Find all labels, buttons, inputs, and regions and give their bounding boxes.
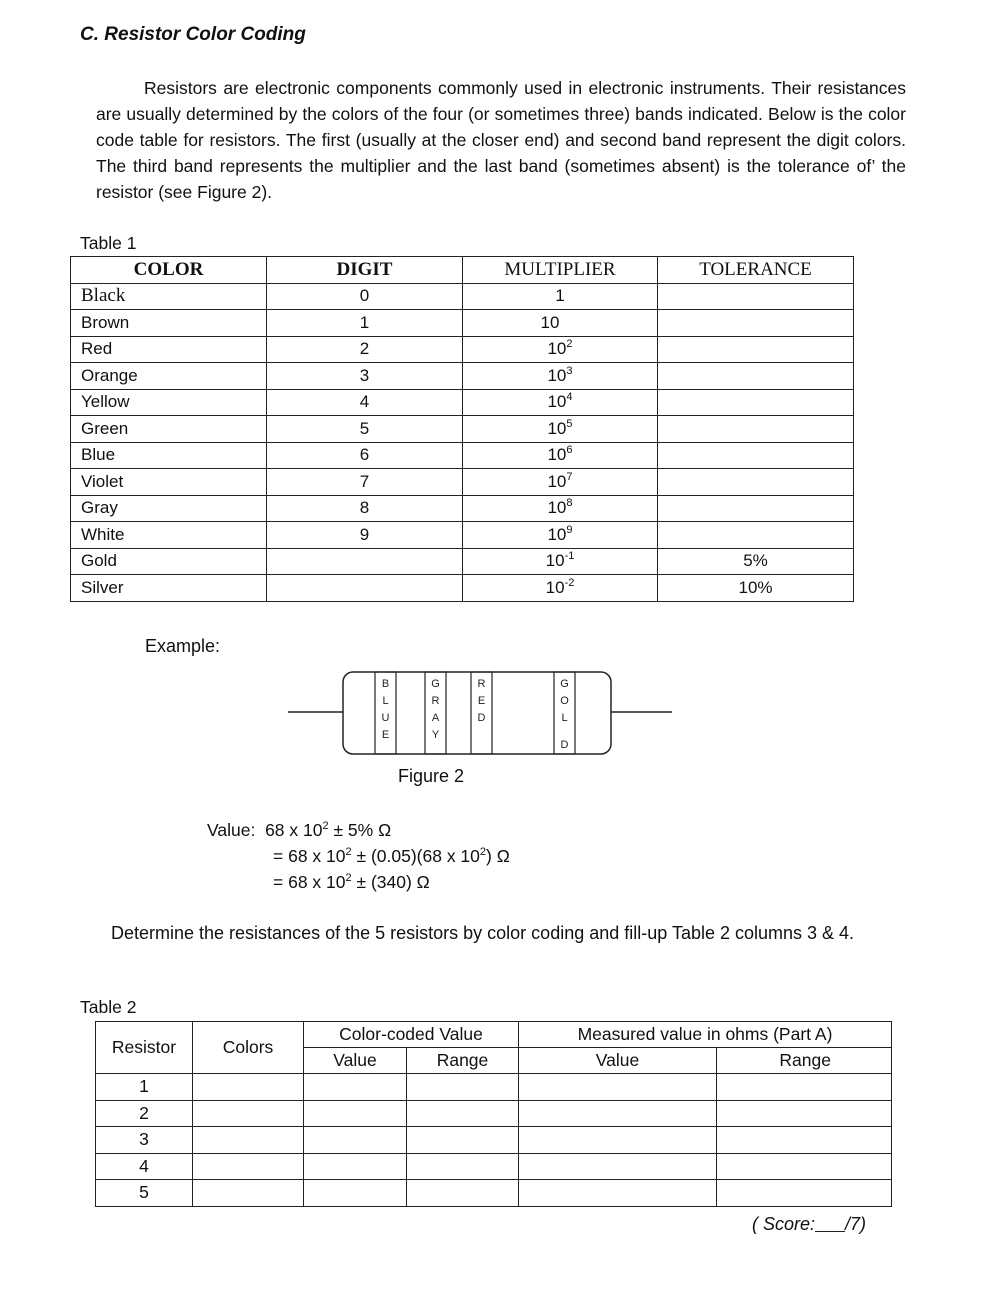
tolerance-value — [658, 363, 854, 390]
tolerance-value — [658, 336, 854, 363]
band-2-letter: G — [431, 678, 440, 690]
multiplier-exponent: -1 — [564, 550, 575, 563]
multiplier-value — [463, 336, 658, 363]
tolerance-value: 5% — [658, 548, 854, 575]
color-row — [71, 336, 854, 363]
color-coded-value-cell[interactable] — [304, 1074, 407, 1101]
example-label: Example: — [145, 636, 221, 656]
multiplier-base: 10 — [540, 312, 560, 332]
multiplier-exponent: -2 — [564, 576, 575, 589]
multiplier-base: 10 — [547, 339, 567, 359]
measured-range-cell[interactable] — [717, 1153, 892, 1180]
color-row — [71, 495, 854, 522]
resistor-number: 3 — [96, 1127, 193, 1154]
resistor-row — [96, 1074, 892, 1101]
tolerance-value — [658, 522, 854, 549]
multiplier-value — [463, 310, 658, 337]
multiplier-base: 10 — [547, 445, 567, 465]
value-line-2-end: ) Ω — [486, 846, 510, 866]
band-4-letter: D — [560, 739, 569, 751]
resistor-number: 4 — [96, 1153, 193, 1180]
digit-value: 4 — [267, 389, 463, 416]
exponent: 2 — [322, 820, 329, 832]
multiplier-value — [463, 416, 658, 443]
resistor-row — [96, 1127, 892, 1154]
digit-value: 5 — [267, 416, 463, 443]
intro-paragraph — [96, 75, 906, 205]
color-row — [71, 283, 854, 310]
band-4-letter: O — [560, 695, 569, 707]
multiplier-base: 10 — [545, 577, 565, 597]
digit-value: 6 — [267, 442, 463, 469]
color-name: Orange — [71, 363, 267, 390]
measured-value-cell[interactable] — [519, 1153, 717, 1180]
tolerance-value: 10% — [658, 575, 854, 602]
resistance-table — [95, 1021, 892, 1207]
multiplier-base: 10 — [547, 471, 567, 491]
color-name: Yellow — [71, 389, 267, 416]
multiplier-base: 10 — [547, 365, 567, 385]
resistor-number: 5 — [96, 1180, 193, 1207]
tolerance-value — [658, 416, 854, 443]
table1-caption: Table 1 — [80, 233, 137, 253]
digit-value — [267, 548, 463, 575]
colors-cell[interactable] — [193, 1074, 304, 1101]
exponent: 2 — [479, 846, 487, 858]
color-row — [71, 416, 854, 443]
band-3-letter: R — [477, 678, 486, 690]
colors-cell[interactable] — [193, 1100, 304, 1127]
header-resistor: Resistor — [96, 1022, 193, 1074]
measured-value-cell[interactable] — [519, 1100, 717, 1127]
header-tolerance: TOLERANCE — [658, 257, 854, 284]
value-line-1-text: 68 x 10 — [265, 820, 323, 840]
measured-range-cell[interactable] — [717, 1074, 892, 1101]
resistor-row — [96, 1180, 892, 1207]
table2-caption: Table 2 — [80, 997, 137, 1017]
multiplier-value — [463, 522, 658, 549]
multiplier-exponent: 4 — [566, 391, 573, 404]
exponent: 2 — [345, 846, 352, 858]
tolerance-value — [658, 310, 854, 337]
tolerance-value — [658, 442, 854, 469]
value-line-3-text: = 68 x 10 — [273, 872, 346, 892]
digit-value: 0 — [267, 283, 463, 310]
color-row — [71, 522, 854, 549]
color-row — [71, 469, 854, 496]
value-label: Value: — [207, 820, 256, 840]
header-measured-value: Measured value in ohms (Part A) — [519, 1022, 892, 1048]
color-name: Black — [71, 283, 267, 310]
band-1-letter: U — [381, 712, 390, 724]
measured-range-cell[interactable] — [717, 1100, 892, 1127]
color-code-table — [70, 256, 854, 602]
digit-value: 8 — [267, 495, 463, 522]
digit-value: 1 — [267, 310, 463, 337]
color-coded-range-cell[interactable] — [407, 1074, 519, 1101]
multiplier-base: 10 — [547, 498, 567, 518]
tolerance-value — [658, 469, 854, 496]
band-1-letter: B — [381, 678, 390, 690]
color-name: Gold — [71, 548, 267, 575]
multiplier-exponent: 7 — [566, 470, 573, 483]
resistor-diagram — [285, 668, 675, 764]
intro-text: Resistors are electronic components commonly used in electronic instruments. Their resistances are usually determined by the colors of the four (or sometimes three) bands indicated. Below is the color code table for resistors. The first (usually at the closer end) and second band represent the digit colors. The third band represents the multiplier and the last band (sometimes absent) is the tolerance of’ the resistor (see Figure 2). — [96, 78, 906, 202]
header-digit: DIGIT — [267, 257, 463, 284]
color-coded-range-cell[interactable] — [407, 1127, 519, 1154]
multiplier-value — [463, 548, 658, 575]
color-coded-range-cell[interactable] — [407, 1100, 519, 1127]
band-2-letter: Y — [431, 729, 440, 741]
color-name: Red — [71, 336, 267, 363]
header-color-coded-value: Color-coded Value — [304, 1022, 519, 1048]
score-blank[interactable] — [815, 1215, 845, 1232]
multiplier-exponent: 2 — [566, 338, 573, 351]
color-coded-value-cell[interactable] — [304, 1127, 407, 1154]
measured-range-cell[interactable] — [717, 1180, 892, 1207]
multiplier-base: 10 — [547, 418, 567, 438]
color-name: Silver — [71, 575, 267, 602]
value-line-2-text: = 68 x 10 — [273, 846, 346, 866]
color-name: Gray — [71, 495, 267, 522]
band-3-letter: E — [477, 695, 486, 707]
multiplier-value — [463, 363, 658, 390]
multiplier-base: 1 — [555, 286, 565, 306]
exponent: 2 — [345, 872, 352, 884]
color-name: White — [71, 522, 267, 549]
multiplier-base: 10 — [547, 392, 567, 412]
color-row — [71, 389, 854, 416]
color-coded-range-cell[interactable] — [407, 1180, 519, 1207]
measured-value-cell[interactable] — [519, 1127, 717, 1154]
value-line-1-tolerance: ± 5% Ω — [328, 820, 392, 840]
header-multiplier: MULTIPLIER — [463, 257, 658, 284]
color-name: Green — [71, 416, 267, 443]
multiplier-value — [463, 283, 658, 310]
multiplier-value — [463, 389, 658, 416]
band-3-letter: D — [477, 712, 486, 724]
digit-value: 3 — [267, 363, 463, 390]
digit-value: 7 — [267, 469, 463, 496]
subheader-range: Range — [407, 1048, 519, 1074]
measured-value-cell[interactable] — [519, 1180, 717, 1207]
multiplier-exponent: 9 — [566, 523, 573, 536]
multiplier-value — [463, 495, 658, 522]
color-name: Blue — [71, 442, 267, 469]
band-2-letter: R — [431, 695, 440, 707]
score — [752, 1214, 866, 1235]
band-4-letter: L — [561, 712, 568, 724]
band-1-letter: L — [382, 695, 389, 707]
multiplier-exponent: 8 — [566, 497, 573, 510]
digit-value — [267, 575, 463, 602]
measured-range-cell[interactable] — [717, 1127, 892, 1154]
multiplier-value — [463, 575, 658, 602]
band-1-letter: E — [381, 729, 390, 741]
multiplier-exponent: 3 — [566, 364, 573, 377]
color-coded-value-cell[interactable] — [304, 1180, 407, 1207]
subheader-value: Value — [519, 1048, 717, 1074]
multiplier-value — [463, 469, 658, 496]
value-calculation — [207, 817, 510, 895]
colors-cell[interactable] — [193, 1127, 304, 1154]
subheader-value: Value — [304, 1048, 407, 1074]
color-coded-value-cell[interactable] — [304, 1153, 407, 1180]
color-row — [71, 363, 854, 390]
color-name: Brown — [71, 310, 267, 337]
score-label: ( Score: — [752, 1214, 816, 1234]
digit-value: 9 — [267, 522, 463, 549]
colors-cell[interactable] — [193, 1153, 304, 1180]
multiplier-exponent: 5 — [566, 417, 573, 430]
color-name: Violet — [71, 469, 267, 496]
value-line-3-end: ± (340) Ω — [351, 872, 430, 892]
tolerance-value — [658, 389, 854, 416]
digit-value: 2 — [267, 336, 463, 363]
color-row — [71, 442, 854, 469]
band-2-letter: A — [431, 712, 440, 724]
resistor-row — [96, 1100, 892, 1127]
resistor-row — [96, 1153, 892, 1180]
multiplier-base: 10 — [547, 524, 567, 544]
multiplier-value — [463, 442, 658, 469]
color-row — [71, 575, 854, 602]
band-4-letter: G — [560, 678, 569, 690]
resistor-number: 1 — [96, 1074, 193, 1101]
multiplier-base: 10 — [545, 551, 565, 571]
colors-cell[interactable] — [193, 1180, 304, 1207]
color-row — [71, 548, 854, 575]
value-line-1 — [207, 817, 510, 843]
figure-caption: Figure 2 — [398, 766, 465, 786]
header-color: COLOR — [71, 257, 267, 284]
score-total: /7) — [845, 1214, 867, 1234]
tolerance-value — [658, 495, 854, 522]
color-coded-range-cell[interactable] — [407, 1153, 519, 1180]
tolerance-value — [658, 283, 854, 310]
value-line-2 — [207, 843, 510, 869]
resistor-number: 2 — [96, 1100, 193, 1127]
measured-value-cell[interactable] — [519, 1074, 717, 1101]
color-row — [71, 310, 854, 337]
value-line-2-mid: ± (0.05)(68 x 10 — [351, 846, 480, 866]
section-title: C. Resistor Color Coding — [80, 24, 306, 45]
instruction-text: Determine the resistances of the 5 resistors by color coding and fill-up Table 2 columns 3 & 4. — [111, 923, 855, 943]
header-colors: Colors — [193, 1022, 304, 1074]
subheader-range: Range — [717, 1048, 892, 1074]
multiplier-exponent: 6 — [566, 444, 573, 457]
color-coded-value-cell[interactable] — [304, 1100, 407, 1127]
value-line-3 — [207, 869, 510, 895]
